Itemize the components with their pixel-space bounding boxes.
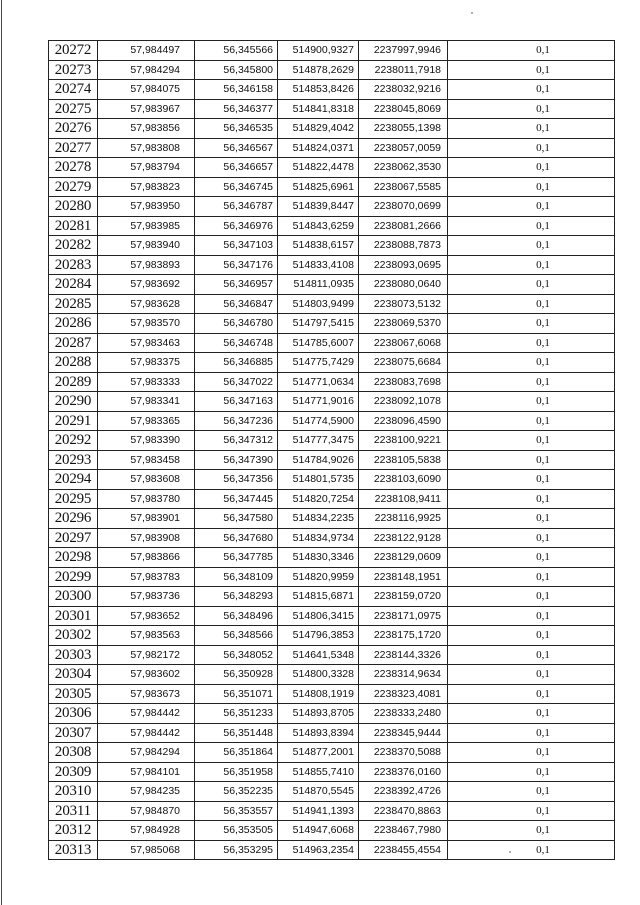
y-coordinate-cell: 2238376,0160 xyxy=(359,762,448,782)
accuracy-cell: 0,1 xyxy=(448,665,615,685)
x-coordinate-cell: 514820,7254 xyxy=(278,489,359,509)
accuracy-cell: 0,1 xyxy=(448,704,615,724)
y-coordinate-cell: 2238069,5370 xyxy=(359,314,448,334)
y-coordinate-cell: 2238100,9221 xyxy=(359,431,448,451)
accuracy-cell: 0,1 xyxy=(448,626,615,646)
longitude-cell: 56,345800 xyxy=(195,60,278,80)
accuracy-cell: 0,1 xyxy=(448,528,615,548)
longitude-cell: 56,347680 xyxy=(195,528,278,548)
table-row xyxy=(49,762,615,782)
accuracy-cell: 0,1 xyxy=(448,587,615,607)
accuracy-cell: 0,1 xyxy=(448,236,615,256)
longitude-cell: 56,350928 xyxy=(195,665,278,685)
y-coordinate-cell: 2238129,0609 xyxy=(359,548,448,568)
y-coordinate-cell: 2238103,6090 xyxy=(359,470,448,490)
y-coordinate-cell: 2238083,7698 xyxy=(359,372,448,392)
point-number-cell: 20289 xyxy=(49,372,98,392)
accuracy-cell: 0,1 xyxy=(448,431,615,451)
coordinates-table-body xyxy=(49,41,615,860)
y-coordinate-cell: 2238062,3530 xyxy=(359,158,448,178)
table-row xyxy=(49,626,615,646)
point-number-cell: 20292 xyxy=(49,431,98,451)
table-row xyxy=(49,158,615,178)
longitude-cell: 56,346158 xyxy=(195,80,278,100)
table-row xyxy=(49,509,615,529)
x-coordinate-cell: 514811,0935 xyxy=(278,275,359,295)
point-number-cell: 20278 xyxy=(49,158,98,178)
x-coordinate-cell: 514641,5348 xyxy=(278,645,359,665)
x-coordinate-cell: 514771,0634 xyxy=(278,372,359,392)
table-row xyxy=(49,119,615,139)
accuracy-cell: 0,1 xyxy=(448,684,615,704)
y-coordinate-cell: 2238144,3326 xyxy=(359,645,448,665)
point-number-cell: 20313 xyxy=(49,840,98,860)
y-coordinate-cell: 2238088,7873 xyxy=(359,236,448,256)
point-number-cell: 20279 xyxy=(49,177,98,197)
point-number-cell: 20275 xyxy=(49,99,98,119)
latitude-cell: 57,983563 xyxy=(98,626,195,646)
table-row xyxy=(49,80,615,100)
y-coordinate-cell: 2238148,1951 xyxy=(359,567,448,587)
y-coordinate-cell: 2238171,0975 xyxy=(359,606,448,626)
table-row xyxy=(49,353,615,373)
point-number-cell: 20291 xyxy=(49,411,98,431)
accuracy-cell: 0,1 xyxy=(448,372,615,392)
table-row xyxy=(49,665,615,685)
accuracy-cell: 0,1 xyxy=(448,99,615,119)
x-coordinate-cell: 514829,4042 xyxy=(278,119,359,139)
table-row xyxy=(49,489,615,509)
x-coordinate-cell: 514808,1919 xyxy=(278,684,359,704)
point-number-cell: 20290 xyxy=(49,392,98,412)
latitude-cell: 57,985068 xyxy=(98,840,195,860)
longitude-cell: 56,346780 xyxy=(195,314,278,334)
latitude-cell: 57,983940 xyxy=(98,236,195,256)
y-coordinate-cell: 2238075,6684 xyxy=(359,353,448,373)
point-number-cell: 20304 xyxy=(49,665,98,685)
longitude-cell: 56,353295 xyxy=(195,840,278,860)
accuracy-cell: 0,1 xyxy=(448,216,615,236)
latitude-cell: 57,983341 xyxy=(98,392,195,412)
point-number-cell: 20312 xyxy=(49,821,98,841)
latitude-cell: 57,983608 xyxy=(98,470,195,490)
latitude-cell: 57,983901 xyxy=(98,509,195,529)
longitude-cell: 56,347785 xyxy=(195,548,278,568)
table-row xyxy=(49,606,615,626)
accuracy-cell: 0,1 xyxy=(448,762,615,782)
table-row xyxy=(49,528,615,548)
y-coordinate-cell: 2238096,4590 xyxy=(359,411,448,431)
accuracy-cell: 0,1 xyxy=(448,606,615,626)
latitude-cell: 57,984442 xyxy=(98,704,195,724)
x-coordinate-cell: 514941,1393 xyxy=(278,801,359,821)
table-row xyxy=(49,723,615,743)
longitude-cell: 56,347445 xyxy=(195,489,278,509)
latitude-cell: 57,984294 xyxy=(98,60,195,80)
table-row xyxy=(49,99,615,119)
accuracy-cell: 0,1 xyxy=(448,158,615,178)
point-number-cell: 20298 xyxy=(49,548,98,568)
accuracy-cell: 0,1 xyxy=(448,392,615,412)
longitude-cell: 56,347176 xyxy=(195,255,278,275)
point-number-cell: 20297 xyxy=(49,528,98,548)
x-coordinate-cell: 514834,9734 xyxy=(278,528,359,548)
latitude-cell: 57,984497 xyxy=(98,41,195,61)
table-row xyxy=(49,450,615,470)
table-row xyxy=(49,548,615,568)
longitude-cell: 56,351958 xyxy=(195,762,278,782)
accuracy-cell: 0,1 xyxy=(448,743,615,763)
accuracy-cell: 0,1 xyxy=(448,314,615,334)
x-coordinate-cell: 514777,3475 xyxy=(278,431,359,451)
longitude-cell: 56,346957 xyxy=(195,275,278,295)
x-coordinate-cell: 514824,0371 xyxy=(278,138,359,158)
accuracy-cell: 0,1 xyxy=(448,801,615,821)
longitude-cell: 56,348052 xyxy=(195,645,278,665)
y-coordinate-cell: 2238067,5585 xyxy=(359,177,448,197)
y-coordinate-cell: 2238314,9634 xyxy=(359,665,448,685)
point-number-cell: 20272 xyxy=(49,41,98,61)
point-number-cell: 20295 xyxy=(49,489,98,509)
table-row xyxy=(49,138,615,158)
point-number-cell: 20284 xyxy=(49,275,98,295)
table-row xyxy=(49,392,615,412)
y-coordinate-cell: 2238116,9925 xyxy=(359,509,448,529)
latitude-cell: 57,983375 xyxy=(98,353,195,373)
accuracy-cell: 0,1 xyxy=(448,509,615,529)
x-coordinate-cell: 514775,7429 xyxy=(278,353,359,373)
latitude-cell: 57,983652 xyxy=(98,606,195,626)
point-number-cell: 20307 xyxy=(49,723,98,743)
y-coordinate-cell: 2238067,6068 xyxy=(359,333,448,353)
point-number-cell: 20293 xyxy=(49,450,98,470)
latitude-cell: 57,983780 xyxy=(98,489,195,509)
point-number-cell: 20310 xyxy=(49,782,98,802)
table-row xyxy=(49,255,615,275)
x-coordinate-cell: 514784,9026 xyxy=(278,450,359,470)
y-coordinate-cell: 2237997,9946 xyxy=(359,41,448,61)
latitude-cell: 57,984294 xyxy=(98,743,195,763)
accuracy-cell: 0,1 xyxy=(448,177,615,197)
latitude-cell: 57,983692 xyxy=(98,275,195,295)
table-row xyxy=(49,782,615,802)
latitude-cell: 57,983365 xyxy=(98,411,195,431)
table-row xyxy=(49,197,615,217)
longitude-cell: 56,348293 xyxy=(195,587,278,607)
point-number-cell: 20300 xyxy=(49,587,98,607)
point-number-cell: 20280 xyxy=(49,197,98,217)
x-coordinate-cell: 514877,2001 xyxy=(278,743,359,763)
longitude-cell: 56,348496 xyxy=(195,606,278,626)
accuracy-cell: 0,1 xyxy=(448,840,615,860)
latitude-cell: 57,983458 xyxy=(98,450,195,470)
y-coordinate-cell: 2238323,4081 xyxy=(359,684,448,704)
longitude-cell: 56,347580 xyxy=(195,509,278,529)
point-number-cell: 20285 xyxy=(49,294,98,314)
x-coordinate-cell: 514830,3346 xyxy=(278,548,359,568)
y-coordinate-cell: 2238045,8069 xyxy=(359,99,448,119)
latitude-cell: 57,983856 xyxy=(98,119,195,139)
table-row xyxy=(49,470,615,490)
latitude-cell: 57,983823 xyxy=(98,177,195,197)
y-coordinate-cell: 2238455,4554 xyxy=(359,840,448,860)
x-coordinate-cell: 514806,3415 xyxy=(278,606,359,626)
table-row xyxy=(49,431,615,451)
table-row xyxy=(49,314,615,334)
x-coordinate-cell: 514834,2235 xyxy=(278,509,359,529)
point-number-cell: 20305 xyxy=(49,684,98,704)
table-row xyxy=(49,275,615,295)
longitude-cell: 56,347103 xyxy=(195,236,278,256)
accuracy-cell: 0,1 xyxy=(448,60,615,80)
x-coordinate-cell: 514963,2354 xyxy=(278,840,359,860)
table-row xyxy=(49,41,615,61)
longitude-cell: 56,347356 xyxy=(195,470,278,490)
y-coordinate-cell: 2238370,5088 xyxy=(359,743,448,763)
table-row xyxy=(49,840,615,860)
latitude-cell: 57,984442 xyxy=(98,723,195,743)
longitude-cell: 56,346976 xyxy=(195,216,278,236)
point-number-cell: 20286 xyxy=(49,314,98,334)
x-coordinate-cell: 514839,8447 xyxy=(278,197,359,217)
longitude-cell: 56,346535 xyxy=(195,119,278,139)
point-number-cell: 20277 xyxy=(49,138,98,158)
table-row xyxy=(49,821,615,841)
x-coordinate-cell: 514801,5735 xyxy=(278,470,359,490)
table-row xyxy=(49,587,615,607)
point-number-cell: 20311 xyxy=(49,801,98,821)
longitude-cell: 56,347390 xyxy=(195,450,278,470)
accuracy-cell: 0,1 xyxy=(448,470,615,490)
x-coordinate-cell: 514800,3328 xyxy=(278,665,359,685)
latitude-cell: 57,983463 xyxy=(98,333,195,353)
accuracy-cell: 0,1 xyxy=(448,821,615,841)
accuracy-cell: 0,1 xyxy=(448,333,615,353)
latitude-cell: 57,983673 xyxy=(98,684,195,704)
x-coordinate-cell: 514803,9499 xyxy=(278,294,359,314)
point-number-cell: 20302 xyxy=(49,626,98,646)
latitude-cell: 57,983866 xyxy=(98,548,195,568)
latitude-cell: 57,983908 xyxy=(98,528,195,548)
table-row xyxy=(49,645,615,665)
point-number-cell: 20303 xyxy=(49,645,98,665)
y-coordinate-cell: 2238333,2480 xyxy=(359,704,448,724)
longitude-cell: 56,346657 xyxy=(195,158,278,178)
x-coordinate-cell: 514947,6068 xyxy=(278,821,359,841)
longitude-cell: 56,351071 xyxy=(195,684,278,704)
accuracy-cell: 0,1 xyxy=(448,411,615,431)
x-coordinate-cell: 514841,8318 xyxy=(278,99,359,119)
x-coordinate-cell: 514843,6259 xyxy=(278,216,359,236)
table-row xyxy=(49,801,615,821)
y-coordinate-cell: 2238057,0059 xyxy=(359,138,448,158)
x-coordinate-cell: 514838,6157 xyxy=(278,236,359,256)
table-row xyxy=(49,236,615,256)
latitude-cell: 57,983783 xyxy=(98,567,195,587)
point-number-cell: 20308 xyxy=(49,743,98,763)
table-row xyxy=(49,567,615,587)
latitude-cell: 57,983794 xyxy=(98,158,195,178)
longitude-cell: 56,346787 xyxy=(195,197,278,217)
x-coordinate-cell: 514893,8705 xyxy=(278,704,359,724)
x-coordinate-cell: 514893,8394 xyxy=(278,723,359,743)
latitude-cell: 57,984928 xyxy=(98,821,195,841)
point-number-cell: 20301 xyxy=(49,606,98,626)
longitude-cell: 56,346847 xyxy=(195,294,278,314)
x-coordinate-cell: 514878,2629 xyxy=(278,60,359,80)
y-coordinate-cell: 2238011,7918 xyxy=(359,60,448,80)
accuracy-cell: 0,1 xyxy=(448,80,615,100)
point-number-cell: 20294 xyxy=(49,470,98,490)
accuracy-cell: 0,1 xyxy=(448,41,615,61)
y-coordinate-cell: 2238467,7980 xyxy=(359,821,448,841)
latitude-cell: 57,984101 xyxy=(98,762,195,782)
latitude-cell: 57,983808 xyxy=(98,138,195,158)
y-coordinate-cell: 2238055,1398 xyxy=(359,119,448,139)
longitude-cell: 56,346567 xyxy=(195,138,278,158)
accuracy-cell: 0,1 xyxy=(448,645,615,665)
longitude-cell: 56,345566 xyxy=(195,41,278,61)
y-coordinate-cell: 2238081,2666 xyxy=(359,216,448,236)
longitude-cell: 56,353505 xyxy=(195,821,278,841)
table-row xyxy=(49,684,615,704)
y-coordinate-cell: 2238092,1078 xyxy=(359,392,448,412)
x-coordinate-cell: 514815,6871 xyxy=(278,587,359,607)
accuracy-cell: 0,1 xyxy=(448,353,615,373)
x-coordinate-cell: 514822,4478 xyxy=(278,158,359,178)
longitude-cell: 56,351233 xyxy=(195,704,278,724)
latitude-cell: 57,983736 xyxy=(98,587,195,607)
accuracy-cell: 0,1 xyxy=(448,138,615,158)
accuracy-cell: 0,1 xyxy=(448,782,615,802)
table-row xyxy=(49,294,615,314)
table-row xyxy=(49,372,615,392)
latitude-cell: 57,983950 xyxy=(98,197,195,217)
y-coordinate-cell: 2238093,0695 xyxy=(359,255,448,275)
latitude-cell: 57,983967 xyxy=(98,99,195,119)
point-number-cell: 20288 xyxy=(49,353,98,373)
latitude-cell: 57,984870 xyxy=(98,801,195,821)
accuracy-cell: 0,1 xyxy=(448,723,615,743)
y-coordinate-cell: 2238073,5132 xyxy=(359,294,448,314)
accuracy-cell: 0,1 xyxy=(448,119,615,139)
y-coordinate-cell: 2238080,0640 xyxy=(359,275,448,295)
latitude-cell: 57,983628 xyxy=(98,294,195,314)
y-coordinate-cell: 2238105,5838 xyxy=(359,450,448,470)
x-coordinate-cell: 514853,8426 xyxy=(278,80,359,100)
longitude-cell: 56,351448 xyxy=(195,723,278,743)
longitude-cell: 56,346885 xyxy=(195,353,278,373)
latitude-cell: 57,982172 xyxy=(98,645,195,665)
y-coordinate-cell: 2238175,1720 xyxy=(359,626,448,646)
accuracy-cell: 0,1 xyxy=(448,489,615,509)
longitude-cell: 56,353557 xyxy=(195,801,278,821)
point-number-cell: 20283 xyxy=(49,255,98,275)
point-number-cell: 20296 xyxy=(49,509,98,529)
point-number-cell: 20282 xyxy=(49,236,98,256)
longitude-cell: 56,347236 xyxy=(195,411,278,431)
point-number-cell: 20281 xyxy=(49,216,98,236)
x-coordinate-cell: 514825,6961 xyxy=(278,177,359,197)
point-number-cell: 20276 xyxy=(49,119,98,139)
point-number-cell: 20287 xyxy=(49,333,98,353)
accuracy-cell: 0,1 xyxy=(448,567,615,587)
y-coordinate-cell: 2238345,9444 xyxy=(359,723,448,743)
accuracy-cell: 0,1 xyxy=(448,548,615,568)
page-edge-line xyxy=(1,0,2,905)
accuracy-cell: 0,1 xyxy=(448,294,615,314)
x-coordinate-cell: 514796,3853 xyxy=(278,626,359,646)
x-coordinate-cell: 514771,9016 xyxy=(278,392,359,412)
longitude-cell: 56,347022 xyxy=(195,372,278,392)
latitude-cell: 57,984075 xyxy=(98,80,195,100)
latitude-cell: 57,983333 xyxy=(98,372,195,392)
longitude-cell: 56,352235 xyxy=(195,782,278,802)
latitude-cell: 57,983390 xyxy=(98,431,195,451)
point-number-cell: 20273 xyxy=(49,60,98,80)
table-row xyxy=(49,333,615,353)
longitude-cell: 56,348566 xyxy=(195,626,278,646)
longitude-cell: 56,346745 xyxy=(195,177,278,197)
latitude-cell: 57,983570 xyxy=(98,314,195,334)
y-coordinate-cell: 2238470,8863 xyxy=(359,801,448,821)
x-coordinate-cell: 514797,5415 xyxy=(278,314,359,334)
y-coordinate-cell: 2238122,9128 xyxy=(359,528,448,548)
accuracy-cell: 0,1 xyxy=(448,255,615,275)
longitude-cell: 56,347163 xyxy=(195,392,278,412)
x-coordinate-cell: 514870,5545 xyxy=(278,782,359,802)
y-coordinate-cell: 2238392,4726 xyxy=(359,782,448,802)
accuracy-cell: 0,1 xyxy=(448,275,615,295)
x-coordinate-cell: 514820,9959 xyxy=(278,567,359,587)
accuracy-cell: 0,1 xyxy=(448,197,615,217)
x-coordinate-cell: 514774,5900 xyxy=(278,411,359,431)
table-row xyxy=(49,743,615,763)
y-coordinate-cell: 2238159,0720 xyxy=(359,587,448,607)
latitude-cell: 57,984235 xyxy=(98,782,195,802)
y-coordinate-cell: 2238108,9411 xyxy=(359,489,448,509)
latitude-cell: 57,983985 xyxy=(98,216,195,236)
x-coordinate-cell: 514900,9327 xyxy=(278,41,359,61)
table-row xyxy=(49,411,615,431)
point-number-cell: 20274 xyxy=(49,80,98,100)
longitude-cell: 56,351864 xyxy=(195,743,278,763)
longitude-cell: 56,348109 xyxy=(195,567,278,587)
latitude-cell: 57,983893 xyxy=(98,255,195,275)
table-row xyxy=(49,704,615,724)
longitude-cell: 56,346748 xyxy=(195,333,278,353)
y-coordinate-cell: 2238070,0699 xyxy=(359,197,448,217)
latitude-cell: 57,983602 xyxy=(98,665,195,685)
x-coordinate-cell: 514785,6007 xyxy=(278,333,359,353)
point-number-cell: 20299 xyxy=(49,567,98,587)
longitude-cell: 56,346377 xyxy=(195,99,278,119)
x-coordinate-cell: 514833,4108 xyxy=(278,255,359,275)
x-coordinate-cell: 514855,7410 xyxy=(278,762,359,782)
longitude-cell: 56,347312 xyxy=(195,431,278,451)
point-number-cell: 20309 xyxy=(49,762,98,782)
table-row xyxy=(49,216,615,236)
y-coordinate-cell: 2238032,9216 xyxy=(359,80,448,100)
scan-speck xyxy=(471,12,473,14)
table-row xyxy=(49,177,615,197)
table-row xyxy=(49,60,615,80)
accuracy-cell: 0,1 xyxy=(448,450,615,470)
point-number-cell: 20306 xyxy=(49,704,98,724)
coordinates-table xyxy=(48,40,615,860)
